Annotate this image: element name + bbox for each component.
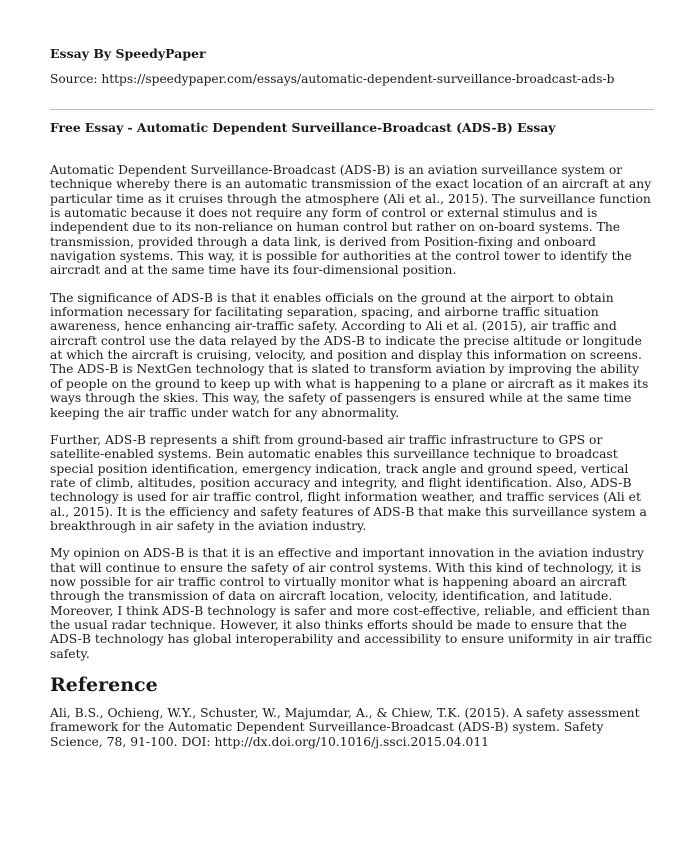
header-divider [50, 109, 654, 110]
site-title: Essay By SpeedyPaper [50, 46, 206, 61]
essay-paragraph: The significance of ADS-B is that it enables officials on the ground at the airport to obtain information necessary for facilitating separation, spacing, and airborne traffic situation awareness, hence enhancing air-traffic safety. According to Ali et al. (2015), air traffic and aircraft control use the data relayed by the ADS-B to indicate the precise altitude or longitude at which the aircraft is cruising, velocity, and position and display this information on screens. The ADS-B is NextGen technology that is slated to transform aviation by improving the ability of people on the ground to keep up with what is happening to a plane or aircraft as it makes its ways through the skies. This way, the safety of passengers is ensured while at the same time keeping the air traffic under watch for any abnormality. [50, 290, 649, 420]
essay-title: Free Essay - Automatic Dependent Surveillance-Broadcast (ADS-B) Essay [50, 120, 556, 135]
reference-item: Ali, B.S., Ochieng, W.Y., Schuster, W., Majumdar, A., & Chiew, T.K. (2015). A safety assessment framework for the Automatic Dependent Surveillance-Broadcast (ADS-B) system. Safety Science, 78, 91-100. DOI: http://dx.doi.org/10.1016/j.ssci.2015.04.011 [50, 706, 640, 749]
essay-paragraph: Further, ADS-B represents a shift from ground-based air traffic infrastructure to GPS or satellite-enabled systems. Bein automatic enables this surveillance technique to broadcast special position identification, emergency indication, track angle and ground speed, vertical rate of climb, altitudes, position accuracy and integrity, and flight identification. Also, ADS-B technology is used for air traffic control, flight information weather, and traffic services (Ali et al., 2015). It is the efficiency and safety features of ADS-B that make this surveillance system a breakthrough in air safety in the aviation industry. [50, 432, 647, 533]
essay-paragraph: Automatic Dependent Surveillance-Broadcast (ADS-B) is an aviation surveillance system or technique whereby there is an automatic transmission of the exact location of an aircraft at any particular time as it cruises through the atmosphere (Ali et al., 2015). The surveillance function is automatic because it does not require any form of control or external stimulus and is independent due to its non-reliance on human control but rather on on-board systems. The transmission, provided through a data link, is derived from Position-fixing and onboard navigation systems. This way, it is possible for authorities at the control tower to identify the aircradt and at the same time have its four-dimensional position. [50, 163, 652, 278]
source-line: Source: https://speedypaper.com/essays/automatic-dependent-surveillance-broadcast-ads-b [50, 72, 615, 86]
essay-paragraph: My opinion on ADS-B is that it is an effective and important innovation in the aviation industry that will continue to ensure the safety of air control systems. With this kind of technology, it is now possible for air traffic control to virtually monitor what is happening aboard an aircraft through the transmission of data on aircraft location, velocity, identification, and latitude. Moreover, I think ADS-B technology is safer and more cost-effective, reliable, and efficient than the usual radar technique. However, it also thinks efforts should be made to ensure that the ADS-B technology has global interoperability and accessibility to ensure uniformity in air traffic safety. [50, 546, 653, 661]
reference-heading: Reference [50, 674, 158, 696]
essay-body [50, 163, 654, 762]
